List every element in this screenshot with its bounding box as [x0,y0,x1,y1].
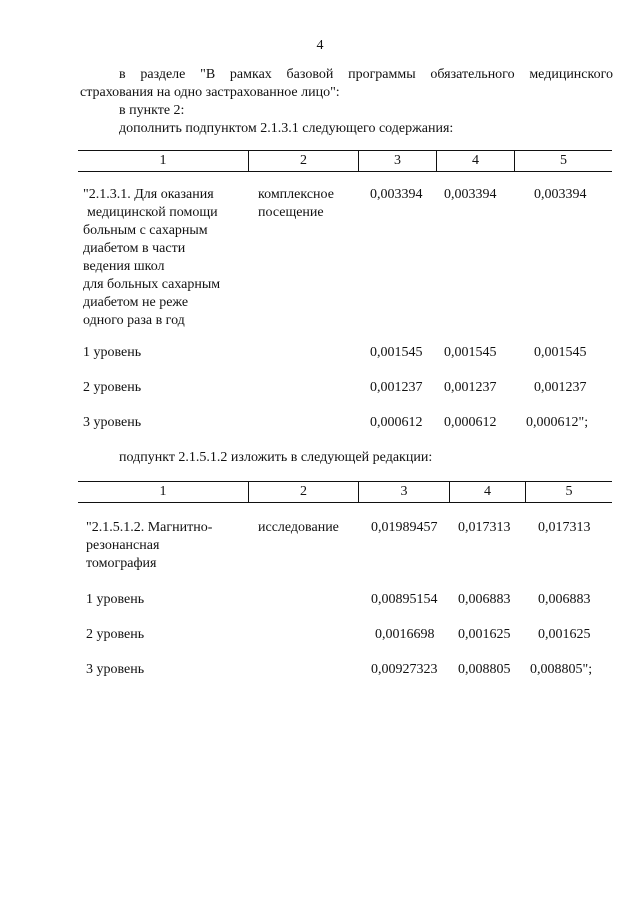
table1-item-name-line: диабетом не реже [83,295,189,310]
table1-level-col4: 0,001237 [444,380,497,395]
table2-header-col5: 5 [565,484,573,499]
table2-header-col4: 4 [484,484,491,499]
table2-item-name [86,519,212,573]
table2-header-col2: 2 [300,484,307,499]
table2-level-col5: 0,001625 [538,627,591,642]
table1-item-unit-line: посещение [258,205,324,220]
table2-item-name-line: резонансная [86,538,160,553]
intro-line-3: в пункте 2: [119,103,185,118]
table1-level-col3: 0,000612 [370,415,423,430]
intro-line-1: в разделе "В рамках базовой программы обязательного медицинского [119,67,613,82]
table2-header-col3: 3 [400,484,408,499]
table2-item-name-line: томография [86,556,157,571]
table2-header [78,481,612,503]
table2-level-col3: 0,00895154 [371,592,438,607]
table1-item-name-line: больным с сахарным [83,223,208,238]
table2-level-col4: 0,006883 [458,592,511,607]
table1-level-col3: 0,001237 [370,380,423,395]
table2-level-col4: 0,008805 [458,662,511,677]
table1-header [78,150,612,172]
table2-level-col5: 0,006883 [538,592,591,607]
table1-level-col5: 0,000612"; [526,415,589,430]
table2-level-label: 2 уровень [86,627,145,642]
table1-item-name-line: "2.1.3.1. Для оказания [83,187,214,202]
table2-header-col1: 1 [159,484,167,499]
table1-item-name-line: диабетом в части [83,241,186,256]
table2-level-label: 1 уровень [86,592,145,607]
table1-header-col5: 5 [560,153,567,168]
table1-level-col5: 0,001237 [534,380,587,395]
table2-level-col5: 0,008805"; [530,662,593,677]
table1-level-col4: 0,001545 [444,345,497,360]
table1-level-col4: 0,000612 [444,415,497,430]
table2-level-col3: 0,00927323 [371,662,438,677]
table1-item-unit [258,186,334,222]
table1-item-name [83,186,220,330]
table1-level-label: 1 уровень [83,345,142,360]
table1-item-col3: 0,003394 [370,187,423,202]
table1-level-label: 3 уровень [83,415,142,430]
table1-item-name-line: ведения школ [83,259,165,274]
intro-line-4: дополнить подпунктом 2.1.3.1 следующего содержания: [119,121,454,136]
table1-header-col2: 2 [300,153,307,168]
table2-level-col4: 0,001625 [458,627,511,642]
table1-item-name-line: для больных сахарным [83,277,221,292]
table2-item-unit: исследование [258,520,339,535]
page-number: 4 [316,38,324,53]
intro-line-2: страхования на одно застрахованное лицо": [80,85,340,100]
table2-item-col4: 0,017313 [458,520,511,535]
table1-header-col4: 4 [472,153,479,168]
table1-level-col5: 0,001545 [534,345,587,360]
table2-item-name-line: "2.1.5.1.2. Магнитно- [86,520,213,535]
table2-level-label: 3 уровень [86,662,145,677]
table1-item-col5: 0,003394 [534,187,587,202]
table1-item-name-line: одного раза в год [83,313,185,328]
table1-header-col3: 3 [394,153,401,168]
between-paragraph: подпункт 2.1.5.1.2 изложить в следующей редакции: [119,450,433,465]
table1-item-col4: 0,003394 [444,187,497,202]
table1-item-name-line: медицинской помощи [87,205,218,220]
table1-level-col3: 0,001545 [370,345,423,360]
table1-item-unit-line: комплексное [258,187,334,202]
table1-level-label: 2 уровень [83,380,142,395]
table2-level-col3: 0,0016698 [375,627,435,642]
table2-item-col5: 0,017313 [538,520,591,535]
table1-header-col1: 1 [159,153,167,168]
table2-item-col3: 0,01989457 [371,520,438,535]
